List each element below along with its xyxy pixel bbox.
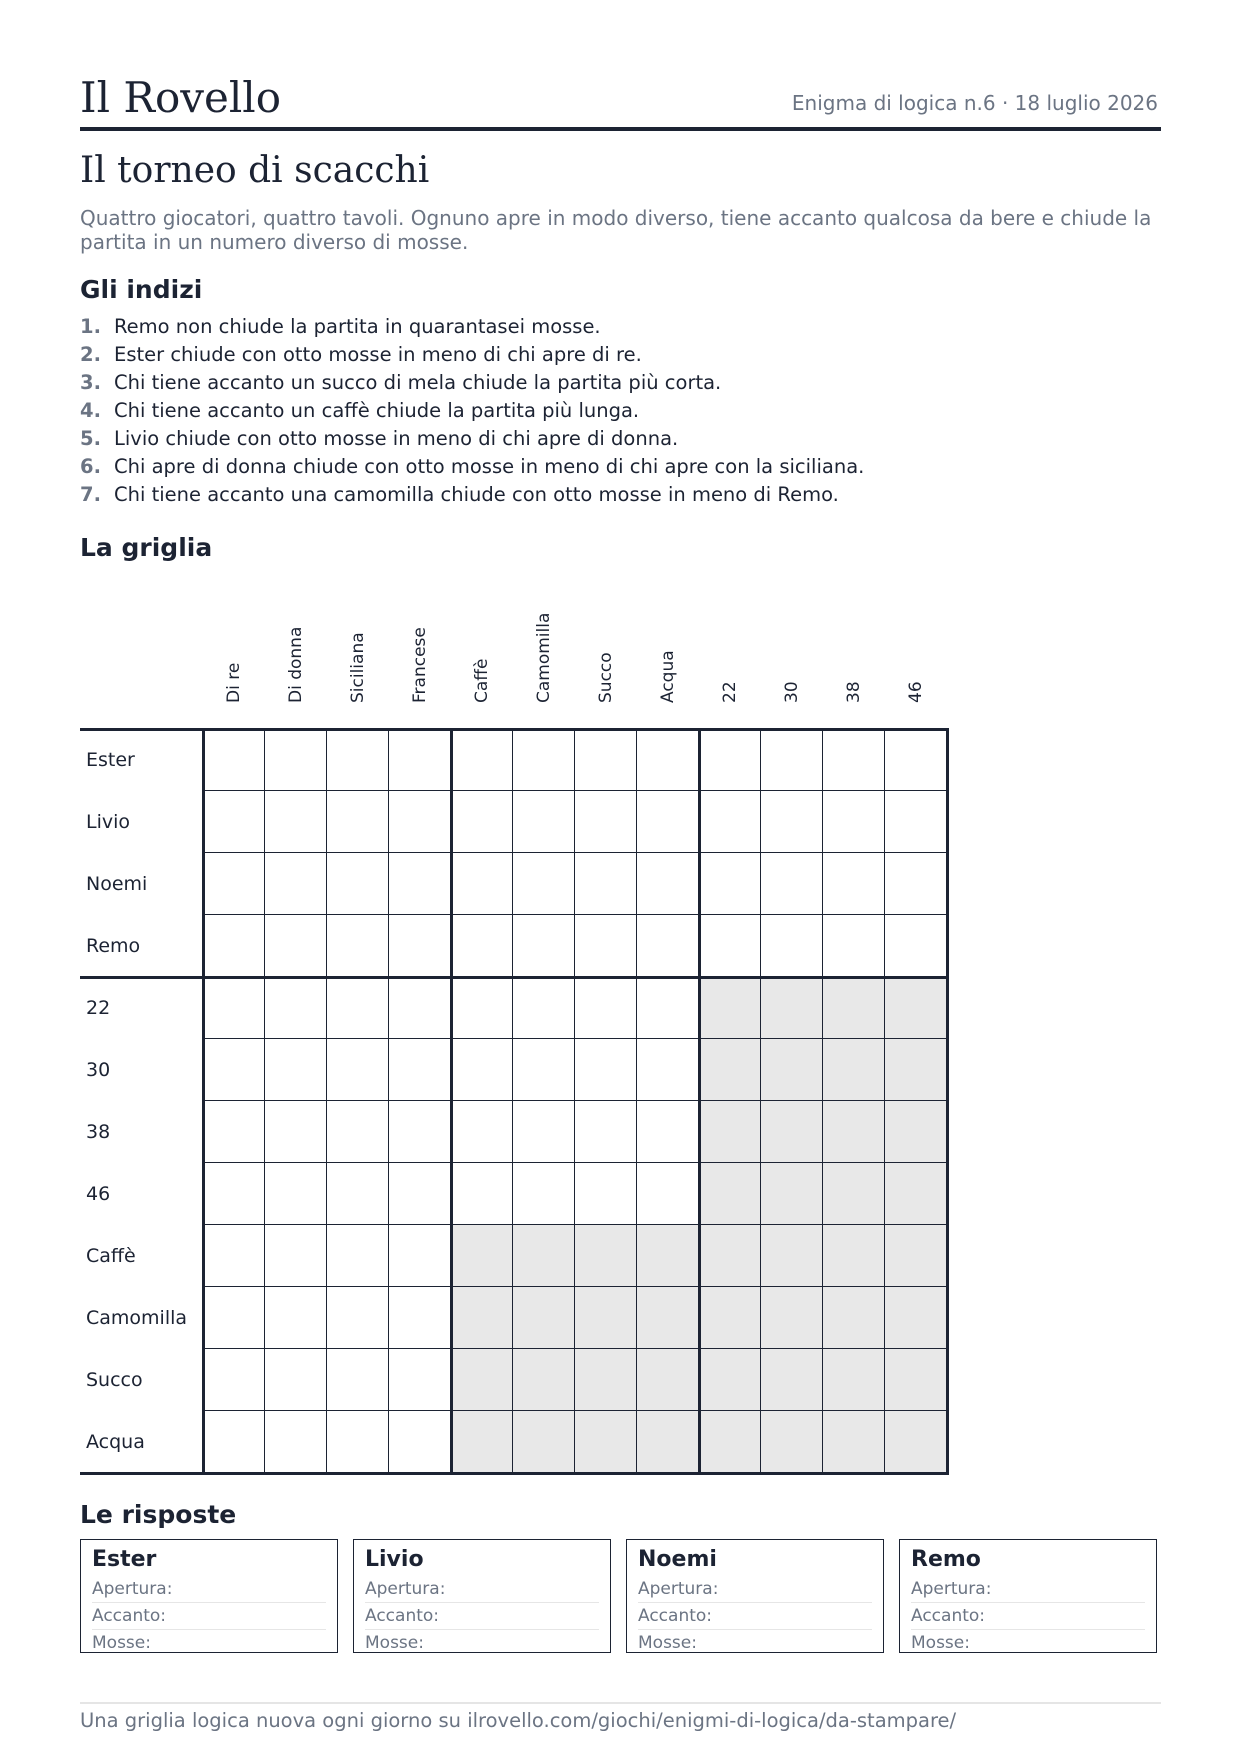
clue-list bbox=[80, 313, 864, 509]
footer-text: Una griglia logica nuova ogni giorno su ilrovello.com/giochi/enigmi-di-logica/da-stampare/ bbox=[80, 1709, 957, 1732]
grid-cell[interactable] bbox=[327, 1163, 389, 1225]
grid-cell[interactable] bbox=[265, 729, 327, 791]
grid-cell[interactable] bbox=[637, 1163, 699, 1225]
grid-cell bbox=[575, 1411, 637, 1473]
grid-cell[interactable] bbox=[327, 977, 389, 1039]
grid-cell[interactable] bbox=[327, 1039, 389, 1101]
grid-cell bbox=[823, 1101, 885, 1163]
grid-cell[interactable] bbox=[575, 1163, 637, 1225]
grid-cell[interactable] bbox=[265, 1349, 327, 1411]
grid-cell[interactable] bbox=[389, 915, 451, 977]
grid-cell bbox=[513, 1225, 575, 1287]
grid-cell[interactable] bbox=[513, 1101, 575, 1163]
grid-cell[interactable] bbox=[265, 1039, 327, 1101]
grid-cell bbox=[761, 1287, 823, 1349]
grid-cell[interactable] bbox=[327, 1101, 389, 1163]
grid-cell bbox=[885, 1287, 947, 1349]
grid-cell[interactable] bbox=[513, 853, 575, 915]
grid-cell[interactable] bbox=[575, 915, 637, 977]
grid-heading: La griglia bbox=[80, 533, 213, 562]
answer-player-name: Noemi bbox=[638, 1547, 717, 1572]
grid-cell[interactable] bbox=[575, 1039, 637, 1101]
grid-cell[interactable] bbox=[885, 915, 947, 977]
grid-cell[interactable] bbox=[327, 1287, 389, 1349]
grid-section-divider bbox=[80, 976, 949, 979]
answer-player-name: Livio bbox=[365, 1547, 424, 1572]
grid-column-label: Acqua bbox=[658, 650, 678, 703]
grid-cell[interactable] bbox=[389, 1349, 451, 1411]
grid-column-header bbox=[823, 599, 885, 729]
grid-column-header bbox=[885, 599, 947, 729]
clue-item bbox=[80, 481, 864, 509]
issue-info: Enigma di logica n.6 · 18 luglio 2026 bbox=[791, 91, 1158, 115]
grid-cell bbox=[513, 1287, 575, 1349]
grid-cell[interactable] bbox=[203, 1411, 265, 1473]
grid-cell[interactable] bbox=[885, 791, 947, 853]
grid-section-divider bbox=[698, 729, 701, 1474]
grid-cell[interactable] bbox=[203, 791, 265, 853]
grid-cell[interactable] bbox=[389, 1039, 451, 1101]
grid-cell[interactable] bbox=[389, 729, 451, 791]
grid-row-label: Caffè bbox=[86, 1245, 136, 1267]
grid-cell bbox=[575, 1287, 637, 1349]
grid-cell[interactable] bbox=[513, 1163, 575, 1225]
puzzle-title: Il torneo di scacchi bbox=[80, 150, 430, 191]
grid-cell[interactable] bbox=[823, 853, 885, 915]
grid-column-header bbox=[513, 599, 575, 729]
grid-cell[interactable] bbox=[637, 977, 699, 1039]
grid-cell[interactable] bbox=[203, 1225, 265, 1287]
grid-cell[interactable] bbox=[637, 915, 699, 977]
grid-cell[interactable] bbox=[203, 1039, 265, 1101]
grid-row-label: Ester bbox=[86, 749, 135, 771]
grid-column-label: 46 bbox=[906, 681, 926, 703]
grid-cell[interactable] bbox=[451, 729, 513, 791]
grid-cell bbox=[699, 1101, 761, 1163]
grid-cell bbox=[637, 1349, 699, 1411]
grid-cell[interactable] bbox=[637, 1101, 699, 1163]
answer-box-noemi[interactable] bbox=[626, 1539, 884, 1653]
grid-cell[interactable] bbox=[823, 791, 885, 853]
answer-box-remo[interactable] bbox=[899, 1539, 1157, 1653]
answer-field-mosse[interactable]: Mosse: bbox=[638, 1633, 697, 1653]
answer-field-accanto[interactable]: Accanto: bbox=[92, 1603, 326, 1630]
grid-column-label: Siciliana bbox=[348, 632, 368, 703]
grid-row-label: 30 bbox=[86, 1059, 111, 1081]
grid-cell[interactable] bbox=[699, 729, 761, 791]
grid-cell[interactable] bbox=[203, 853, 265, 915]
grid-column-header bbox=[575, 599, 637, 729]
answer-field-mosse[interactable]: Mosse: bbox=[92, 1633, 151, 1653]
grid-cell[interactable] bbox=[203, 1101, 265, 1163]
answer-field-accanto[interactable]: Accanto: bbox=[911, 1603, 1145, 1630]
grid-cell[interactable] bbox=[823, 915, 885, 977]
grid-cell[interactable] bbox=[327, 1225, 389, 1287]
grid-cell bbox=[885, 977, 947, 1039]
footer-rule bbox=[80, 1702, 1161, 1704]
grid-cell bbox=[823, 977, 885, 1039]
grid-cell bbox=[823, 1349, 885, 1411]
clue-number: 4. bbox=[80, 399, 101, 422]
grid-column-label: Succo bbox=[596, 652, 616, 703]
answer-player-name: Remo bbox=[911, 1547, 981, 1572]
grid-column-header bbox=[637, 599, 699, 729]
grid-cell[interactable] bbox=[699, 791, 761, 853]
grid-row-label: 38 bbox=[86, 1121, 111, 1143]
grid-column-header bbox=[761, 599, 823, 729]
grid-cell[interactable] bbox=[513, 1039, 575, 1101]
grid-cell bbox=[451, 1411, 513, 1473]
grid-cell bbox=[513, 1349, 575, 1411]
grid-cell[interactable] bbox=[389, 853, 451, 915]
grid-cell[interactable] bbox=[389, 1101, 451, 1163]
grid-cell[interactable] bbox=[327, 1411, 389, 1473]
clue-number: 1. bbox=[80, 315, 101, 338]
grid-cell bbox=[885, 1225, 947, 1287]
grid-cell[interactable] bbox=[513, 791, 575, 853]
grid-cell[interactable] bbox=[637, 853, 699, 915]
grid-cell[interactable] bbox=[265, 1411, 327, 1473]
grid-cell bbox=[823, 1411, 885, 1473]
grid-row-label: 22 bbox=[86, 997, 111, 1019]
grid-section-divider bbox=[450, 729, 453, 1474]
grid-cell[interactable] bbox=[575, 791, 637, 853]
grid-cell bbox=[761, 1411, 823, 1473]
answer-field-apertura[interactable]: Apertura: bbox=[365, 1576, 599, 1603]
clue-number: 6. bbox=[80, 455, 101, 478]
grid-right-border bbox=[946, 729, 949, 1475]
grid-cell[interactable] bbox=[451, 791, 513, 853]
grid-cell[interactable] bbox=[327, 915, 389, 977]
grid-cell bbox=[637, 1411, 699, 1473]
grid-cell[interactable] bbox=[265, 1101, 327, 1163]
grid-cell[interactable] bbox=[203, 1349, 265, 1411]
grid-left-border bbox=[202, 729, 205, 1474]
grid-cell[interactable] bbox=[389, 1163, 451, 1225]
grid-column-label: 22 bbox=[720, 681, 740, 703]
grid-cell[interactable] bbox=[203, 729, 265, 791]
grid-cell[interactable] bbox=[637, 1039, 699, 1101]
puzzle-intro: Quattro giocatori, quattro tavoli. Ognuno apre in modo diverso, tiene accanto qualcosa da bere e chiude la partita in un numero diverso di mosse. bbox=[80, 206, 1152, 254]
grid-cell bbox=[451, 1225, 513, 1287]
clue-item bbox=[80, 341, 864, 369]
grid-cell bbox=[885, 1349, 947, 1411]
answer-field-accanto[interactable]: Accanto: bbox=[365, 1603, 599, 1630]
grid-cell[interactable] bbox=[885, 853, 947, 915]
grid-cell bbox=[451, 1349, 513, 1411]
clue-item bbox=[80, 425, 864, 453]
grid-cell[interactable] bbox=[265, 977, 327, 1039]
grid-cell bbox=[823, 1039, 885, 1101]
grid-row-label: Succo bbox=[86, 1369, 143, 1391]
grid-cell[interactable] bbox=[513, 729, 575, 791]
grid-cell[interactable] bbox=[203, 977, 265, 1039]
clue-text: Ester chiude con otto mosse in meno di chi apre di re. bbox=[114, 343, 642, 366]
grid-cell bbox=[823, 1287, 885, 1349]
grid-cell bbox=[451, 1287, 513, 1349]
grid-bottom-border bbox=[80, 1472, 949, 1475]
grid-cell[interactable] bbox=[451, 853, 513, 915]
grid-cell[interactable] bbox=[761, 729, 823, 791]
grid-column-label: Di donna bbox=[286, 626, 306, 703]
grid-cell[interactable] bbox=[451, 977, 513, 1039]
grid-cell[interactable] bbox=[203, 1287, 265, 1349]
grid-row-label: Remo bbox=[86, 935, 141, 957]
masthead: Il Rovello bbox=[80, 73, 282, 122]
grid-cell bbox=[513, 1411, 575, 1473]
grid-cell bbox=[823, 1163, 885, 1225]
grid-cell[interactable] bbox=[637, 791, 699, 853]
grid-cell bbox=[699, 1163, 761, 1225]
grid-cell[interactable] bbox=[575, 1101, 637, 1163]
grid-cell bbox=[699, 1411, 761, 1473]
grid-cell[interactable] bbox=[451, 1039, 513, 1101]
clue-number: 2. bbox=[80, 343, 101, 366]
clue-number: 3. bbox=[80, 371, 101, 394]
grid-cell bbox=[637, 1225, 699, 1287]
clue-item bbox=[80, 313, 864, 341]
grid-cell bbox=[885, 1163, 947, 1225]
answer-box-ester[interactable] bbox=[80, 1539, 338, 1653]
grid-row-label: Camomilla bbox=[86, 1307, 188, 1329]
clue-text: Chi tiene accanto una camomilla chiude con otto mosse in meno di Remo. bbox=[114, 483, 839, 506]
grid-cell[interactable] bbox=[265, 853, 327, 915]
grid-cell bbox=[885, 1411, 947, 1473]
grid-cell[interactable] bbox=[761, 853, 823, 915]
grid-cell[interactable] bbox=[389, 977, 451, 1039]
grid-row-label: 46 bbox=[86, 1183, 111, 1205]
grid-cell bbox=[637, 1287, 699, 1349]
grid-cell[interactable] bbox=[203, 1163, 265, 1225]
answer-field-apertura[interactable]: Apertura: bbox=[92, 1576, 326, 1603]
clue-item bbox=[80, 397, 864, 425]
grid-row-label: Acqua bbox=[86, 1431, 145, 1453]
grid-column-label: Caffè bbox=[472, 658, 492, 703]
grid-cell[interactable] bbox=[637, 729, 699, 791]
grid-column-label: 38 bbox=[844, 681, 864, 703]
grid-cell bbox=[699, 977, 761, 1039]
grid-column-label: Camomilla bbox=[534, 612, 554, 703]
grid-row-label: Livio bbox=[86, 811, 131, 833]
grid-cell bbox=[823, 1225, 885, 1287]
grid-column-header bbox=[327, 599, 389, 729]
grid-cell[interactable] bbox=[761, 915, 823, 977]
grid-cell[interactable] bbox=[389, 1287, 451, 1349]
grid-cell[interactable] bbox=[451, 1163, 513, 1225]
answers-heading: Le risposte bbox=[80, 1500, 237, 1529]
grid-cell[interactable] bbox=[885, 729, 947, 791]
grid-cell bbox=[761, 1039, 823, 1101]
clue-number: 5. bbox=[80, 427, 101, 450]
grid-column-label: Di re bbox=[224, 662, 244, 703]
grid-cell bbox=[575, 1349, 637, 1411]
grid-cell[interactable] bbox=[575, 729, 637, 791]
grid-cell[interactable] bbox=[265, 791, 327, 853]
grid-cell[interactable] bbox=[265, 915, 327, 977]
answer-player-name: Ester bbox=[92, 1547, 157, 1572]
grid-cell[interactable] bbox=[265, 1287, 327, 1349]
grid-cell[interactable] bbox=[327, 853, 389, 915]
grid-cell bbox=[761, 1225, 823, 1287]
answer-field-apertura[interactable]: Apertura: bbox=[911, 1576, 1145, 1603]
grid-column-header bbox=[699, 599, 761, 729]
answer-field-accanto[interactable]: Accanto: bbox=[638, 1603, 872, 1630]
grid-cell[interactable] bbox=[761, 791, 823, 853]
grid-cell[interactable] bbox=[327, 729, 389, 791]
grid-cell[interactable] bbox=[327, 1349, 389, 1411]
grid-cell[interactable] bbox=[699, 915, 761, 977]
grid-cell bbox=[699, 1039, 761, 1101]
clue-text: Chi apre di donna chiude con otto mosse in meno di chi apre con la siciliana. bbox=[114, 455, 865, 478]
answer-box-livio[interactable] bbox=[353, 1539, 611, 1653]
grid-row-label: Noemi bbox=[86, 873, 148, 895]
grid-cell[interactable] bbox=[513, 977, 575, 1039]
grid-cell[interactable] bbox=[575, 853, 637, 915]
grid-column-header bbox=[451, 599, 513, 729]
clue-item bbox=[80, 369, 864, 397]
answer-field-mosse[interactable]: Mosse: bbox=[365, 1633, 424, 1653]
grid-cell bbox=[885, 1101, 947, 1163]
header-rule bbox=[80, 127, 1161, 131]
grid-cell bbox=[699, 1287, 761, 1349]
clue-text: Chi tiene accanto un succo di mela chiude la partita più corta. bbox=[114, 371, 722, 394]
grid-cell bbox=[699, 1225, 761, 1287]
grid-column-label: Francese bbox=[410, 627, 430, 703]
answer-field-apertura[interactable]: Apertura: bbox=[638, 1576, 872, 1603]
grid-cell bbox=[761, 1101, 823, 1163]
grid-cell[interactable] bbox=[513, 915, 575, 977]
grid-column-header bbox=[389, 599, 451, 729]
grid-cell bbox=[761, 1349, 823, 1411]
grid-cell bbox=[699, 1349, 761, 1411]
grid-column-label: 30 bbox=[782, 681, 802, 703]
clue-number: 7. bbox=[80, 483, 101, 506]
grid-top-border bbox=[80, 728, 949, 731]
grid-column-header bbox=[265, 599, 327, 729]
clue-text: Livio chiude con otto mosse in meno di chi apre di donna. bbox=[114, 427, 679, 450]
grid-cell[interactable] bbox=[389, 1411, 451, 1473]
grid-cell[interactable] bbox=[451, 1101, 513, 1163]
grid-cell[interactable] bbox=[389, 791, 451, 853]
clue-item bbox=[80, 453, 864, 481]
grid-cell bbox=[575, 1225, 637, 1287]
grid-cell[interactable] bbox=[265, 1163, 327, 1225]
clue-text: Remo non chiude la partita in quarantasei mosse. bbox=[114, 315, 601, 338]
grid-cell[interactable] bbox=[327, 791, 389, 853]
grid-cell[interactable] bbox=[389, 1225, 451, 1287]
clues-heading: Gli indizi bbox=[80, 275, 203, 304]
grid-cell[interactable] bbox=[265, 1225, 327, 1287]
grid-cell bbox=[761, 977, 823, 1039]
grid-cell[interactable] bbox=[451, 915, 513, 977]
grid-cell[interactable] bbox=[823, 729, 885, 791]
grid-column-header bbox=[203, 599, 265, 729]
grid-cell[interactable] bbox=[699, 853, 761, 915]
clue-text: Chi tiene accanto un caffè chiude la partita più lunga. bbox=[114, 399, 640, 422]
grid-cell[interactable] bbox=[575, 977, 637, 1039]
grid-cell bbox=[761, 1163, 823, 1225]
answer-field-mosse[interactable]: Mosse: bbox=[911, 1633, 970, 1653]
grid-cell bbox=[885, 1039, 947, 1101]
grid-cell[interactable] bbox=[203, 915, 265, 977]
